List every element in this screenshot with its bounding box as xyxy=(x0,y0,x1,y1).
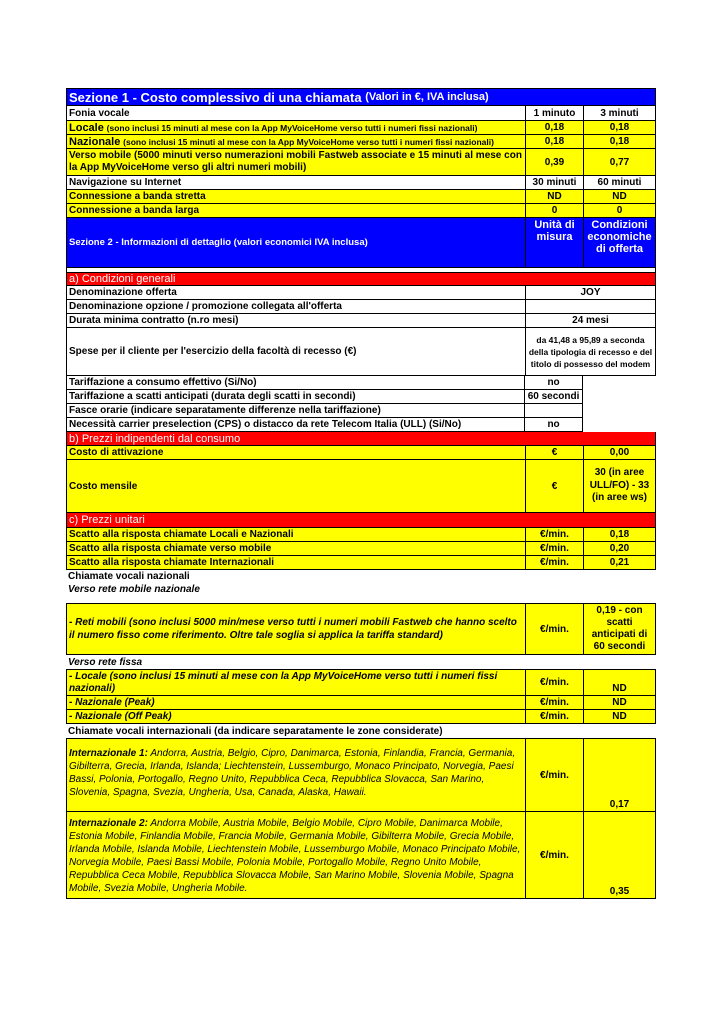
locale-row xyxy=(66,121,656,135)
scatto-loc-label: Scatto alla risposta chiamate Locali e Nazionali xyxy=(69,529,294,540)
naz-off-unit: €/min. xyxy=(525,710,583,723)
reti-mobili-value: 0,19 - con scatti anticipati di 60 secondi xyxy=(583,604,655,654)
scatto-int-value: 0,21 xyxy=(583,556,655,569)
opzione-label: Denominazione opzione / promozione collegata all'offerta xyxy=(69,301,342,312)
section2-header xyxy=(66,218,656,268)
cps-value: no xyxy=(524,418,582,431)
internazionali-label: Chiamate vocali internazionali (da indicare separatamente le zone considerate) xyxy=(68,725,443,737)
nazionale-row xyxy=(66,135,656,149)
denominazione-label: Denominazione offerta xyxy=(69,287,177,298)
durata-label: Durata minima contratto (n.ro mesi) xyxy=(69,315,239,326)
cps-label: Necessità carrier preselection (CPS) o distacco da rete Telecom Italia (ULL) (Si/No) xyxy=(69,419,462,430)
broadband-1: 0 xyxy=(525,204,583,217)
scatti-value: 60 secondi xyxy=(524,390,582,403)
tariff-sheet xyxy=(66,88,656,899)
section1-header xyxy=(66,88,656,106)
scatti-row xyxy=(66,390,583,404)
int1-value: 0,17 xyxy=(583,739,655,811)
col-unit: Unità di misura xyxy=(525,218,583,267)
locale-fissa-value: ND xyxy=(583,670,655,695)
durata-row xyxy=(66,314,656,328)
mensile-row xyxy=(66,460,656,513)
scatto-mob-unit: €/min. xyxy=(525,542,583,555)
consumo-value: no xyxy=(524,376,582,389)
naz-peak-unit: €/min. xyxy=(525,696,583,709)
nav-30: 30 minuti xyxy=(525,176,583,189)
narrowband-row xyxy=(66,190,656,204)
internazionali-row xyxy=(66,724,656,738)
nazionale-3min: 0,18 xyxy=(583,135,655,148)
broadband-row xyxy=(66,204,656,218)
narrowband-2: ND xyxy=(583,190,655,203)
scatto-loc-unit: €/min. xyxy=(525,528,583,541)
int1-unit: €/min. xyxy=(525,739,583,811)
broadband-2: 0 xyxy=(583,204,655,217)
nav-label: Navigazione su Internet xyxy=(69,177,182,188)
naz-peak-row xyxy=(66,696,656,710)
spese-label: Spese per il cliente per l'esercizio della facoltà di recesso (€) xyxy=(69,346,357,357)
locale-fissa-row xyxy=(66,669,656,696)
mobile-row xyxy=(66,149,656,176)
spese-row xyxy=(66,328,656,376)
locale-3min: 0,18 xyxy=(583,121,655,134)
scatto-mob-label: Scatto alla risposta chiamate verso mobile xyxy=(69,543,272,554)
nav-60: 60 minuti xyxy=(583,176,655,189)
consumo-label: Tariffazione a consumo effettivo (Si/No) xyxy=(69,377,257,388)
int1-countries: Andorra, Austria, Belgio, Cipro, Danimarca, Estonia, Finlandia, Francia, Germania, Gibilterra, Grecia, Irlanda, Islanda; Liechtenstein, Lussemburgo, Monaco Principato, Norvegia, Paesi Bassi, Polonia, Portogallo, Regno Unito, Repubblica Ceca, Repubblica Slovacca, San Marino, Slovenia, Spagna, Svezia, Ungheria, Usa, Canada, Alaska, Hawaii. xyxy=(69,748,516,798)
scatto-loc-row xyxy=(66,528,656,542)
int2-countries: Andorra Mobile, Austria Mobile, Belgio Mobile, Cipro Mobile, Danimarca Mobile, Estonia Mobile, Finlandia Mobile, Francia Mobile, Germania Mobile, Gibilterra Mobile, Grecia Mobile, Irlanda Mobile, Islanda Mobile, Liechtenstein Mobile, Lussemburgo Mobile, Monaco Principato Mobile, Norvegia Mobile, Paesi Bassi Mobile, Polonia Mobile, Portogallo Mobile, Regno Unito Mobile, Repubblica Ceca Mobile, Repubblica Slovacca Mobile, San Marino Mobile, Slovenia Mobile, Spagna Mobile, Svezia Mobile, Ungheria Mobile. xyxy=(69,818,521,894)
mensile-value: 30 (in aree ULL/FO) - 33 (in aree ws) xyxy=(583,460,655,512)
reti-mobili-label: - Reti mobili (sono inclusi 5000 min/mese verso tutti i numeri mobili Fastweb che hanno scelto il numero fisso come riferimento. Oltre tale soglia si applica la tariffa standard) xyxy=(69,617,517,641)
opzione-row xyxy=(66,300,656,314)
denominazione-value: JOY xyxy=(525,286,655,299)
spese-value: da 41,48 a 95,89 a seconda della tipologia di recesso e del titolo di possesso del modem xyxy=(525,328,655,375)
mobile-3min: 0,77 xyxy=(583,149,655,175)
scatto-mob-row xyxy=(66,542,656,556)
col-cond: Condizioni economiche di offerta xyxy=(583,218,655,267)
int2-unit: €/min. xyxy=(525,812,583,898)
attivazione-value: 0,00 xyxy=(583,446,655,459)
scatto-mob-value: 0,20 xyxy=(583,542,655,555)
col-3-minuti: 3 minuti xyxy=(583,106,655,120)
rete-fissa-row xyxy=(66,655,656,669)
locale-fissa-label: - Locale (sono inclusi 15 minuti al mese con la App MyVoiceHome verso tutti i numeri fissi nazionali) xyxy=(69,670,498,694)
mensile-unit: € xyxy=(525,460,583,512)
int2-row xyxy=(66,812,656,899)
naz-off-value: ND xyxy=(583,710,655,723)
c-header xyxy=(66,513,656,528)
int1-label: Internazionale 1: xyxy=(69,748,148,759)
locale-note: (sono inclusi 15 minuti al mese con la App MyVoiceHome verso tutti i numeri fissi nazionali) xyxy=(106,122,478,133)
b-header-label: b) Prezzi indipendenti dal consumo xyxy=(69,432,241,445)
locale-fissa-unit: €/min. xyxy=(525,670,583,695)
scatto-int-unit: €/min. xyxy=(525,556,583,569)
locale-1min: 0,18 xyxy=(525,121,583,134)
reti-mobili-unit: €/min. xyxy=(525,604,583,654)
mensile-label: Costo mensile xyxy=(69,480,138,492)
int2-label: Internazionale 2: xyxy=(69,818,148,829)
mobile-label: Verso mobile (5000 minuti verso numerazioni mobili Fastweb associate e 15 minuti al mese con la App MyVoiceHome verso gli altri numeri mobili) xyxy=(69,150,522,173)
rete-mobile-row xyxy=(66,583,656,596)
nazionale-note: (sono inclusi 15 minuti al mese con la App MyVoiceHome verso tutti i numeri fissi nazionali) xyxy=(123,136,494,147)
fonia-label: Fonia vocale xyxy=(69,107,130,119)
b-header xyxy=(66,432,656,446)
int1-row xyxy=(66,738,656,812)
scatto-int-row xyxy=(66,556,656,570)
naz-peak-value: ND xyxy=(583,696,655,709)
consumo-row xyxy=(66,376,583,390)
attivazione-row xyxy=(66,446,656,460)
nazionale-label: Nazionale xyxy=(69,135,121,148)
attivazione-unit: € xyxy=(525,446,583,459)
section1-title: Sezione 1 - Costo complessivo di una chiamata xyxy=(69,89,362,105)
nazionale-1min: 0,18 xyxy=(525,135,583,148)
mobile-1min: 0,39 xyxy=(525,149,583,175)
rete-fissa-label: Verso rete fissa xyxy=(68,656,143,668)
section2-title: Sezione 2 - Informazioni di dettaglio (valori economici IVA inclusa) xyxy=(69,237,368,248)
rete-mobile-label: Verso rete mobile nazionale xyxy=(68,584,200,595)
chiamate-naz-label: Chiamate vocali nazionali xyxy=(68,571,190,582)
locale-label: Locale xyxy=(69,121,104,134)
naz-off-label: - Nazionale (Off Peak) xyxy=(69,711,172,722)
nav-row xyxy=(66,176,656,190)
cps-row xyxy=(66,418,583,432)
broadband-label: Connessione a banda larga xyxy=(69,205,200,216)
fasce-row xyxy=(66,404,583,418)
narrowband-label: Connessione a banda stretta xyxy=(69,191,206,202)
fonia-row xyxy=(66,106,656,121)
int2-value: 0,35 xyxy=(583,812,655,898)
durata-value: 24 mesi xyxy=(525,314,655,327)
naz-peak-label: - Nazionale (Peak) xyxy=(69,697,155,708)
section1-title-note: (Valori in €, IVA inclusa) xyxy=(365,91,489,103)
attivazione-label: Costo di attivazione xyxy=(69,447,164,458)
scatti-label: Tariffazione a scatti anticipati (durata degli scatti in secondi) xyxy=(69,391,356,402)
fasce-label: Fasce orarie (indicare separatamente differenze nella tariffazione) xyxy=(69,405,381,416)
a-header xyxy=(66,273,656,286)
chiamate-naz-row xyxy=(66,570,656,583)
naz-off-row xyxy=(66,710,656,724)
scatto-int-label: Scatto alla risposta chiamate Internazionali xyxy=(69,557,275,568)
reti-mobili-row xyxy=(66,603,656,655)
narrowband-1: ND xyxy=(525,190,583,203)
c-header-label: c) Prezzi unitari xyxy=(69,514,145,526)
col-1-minuto: 1 minuto xyxy=(525,106,583,120)
a-header-label: a) Condizioni generali xyxy=(69,273,176,285)
scatto-loc-value: 0,18 xyxy=(583,528,655,541)
denominazione-row xyxy=(66,286,656,300)
